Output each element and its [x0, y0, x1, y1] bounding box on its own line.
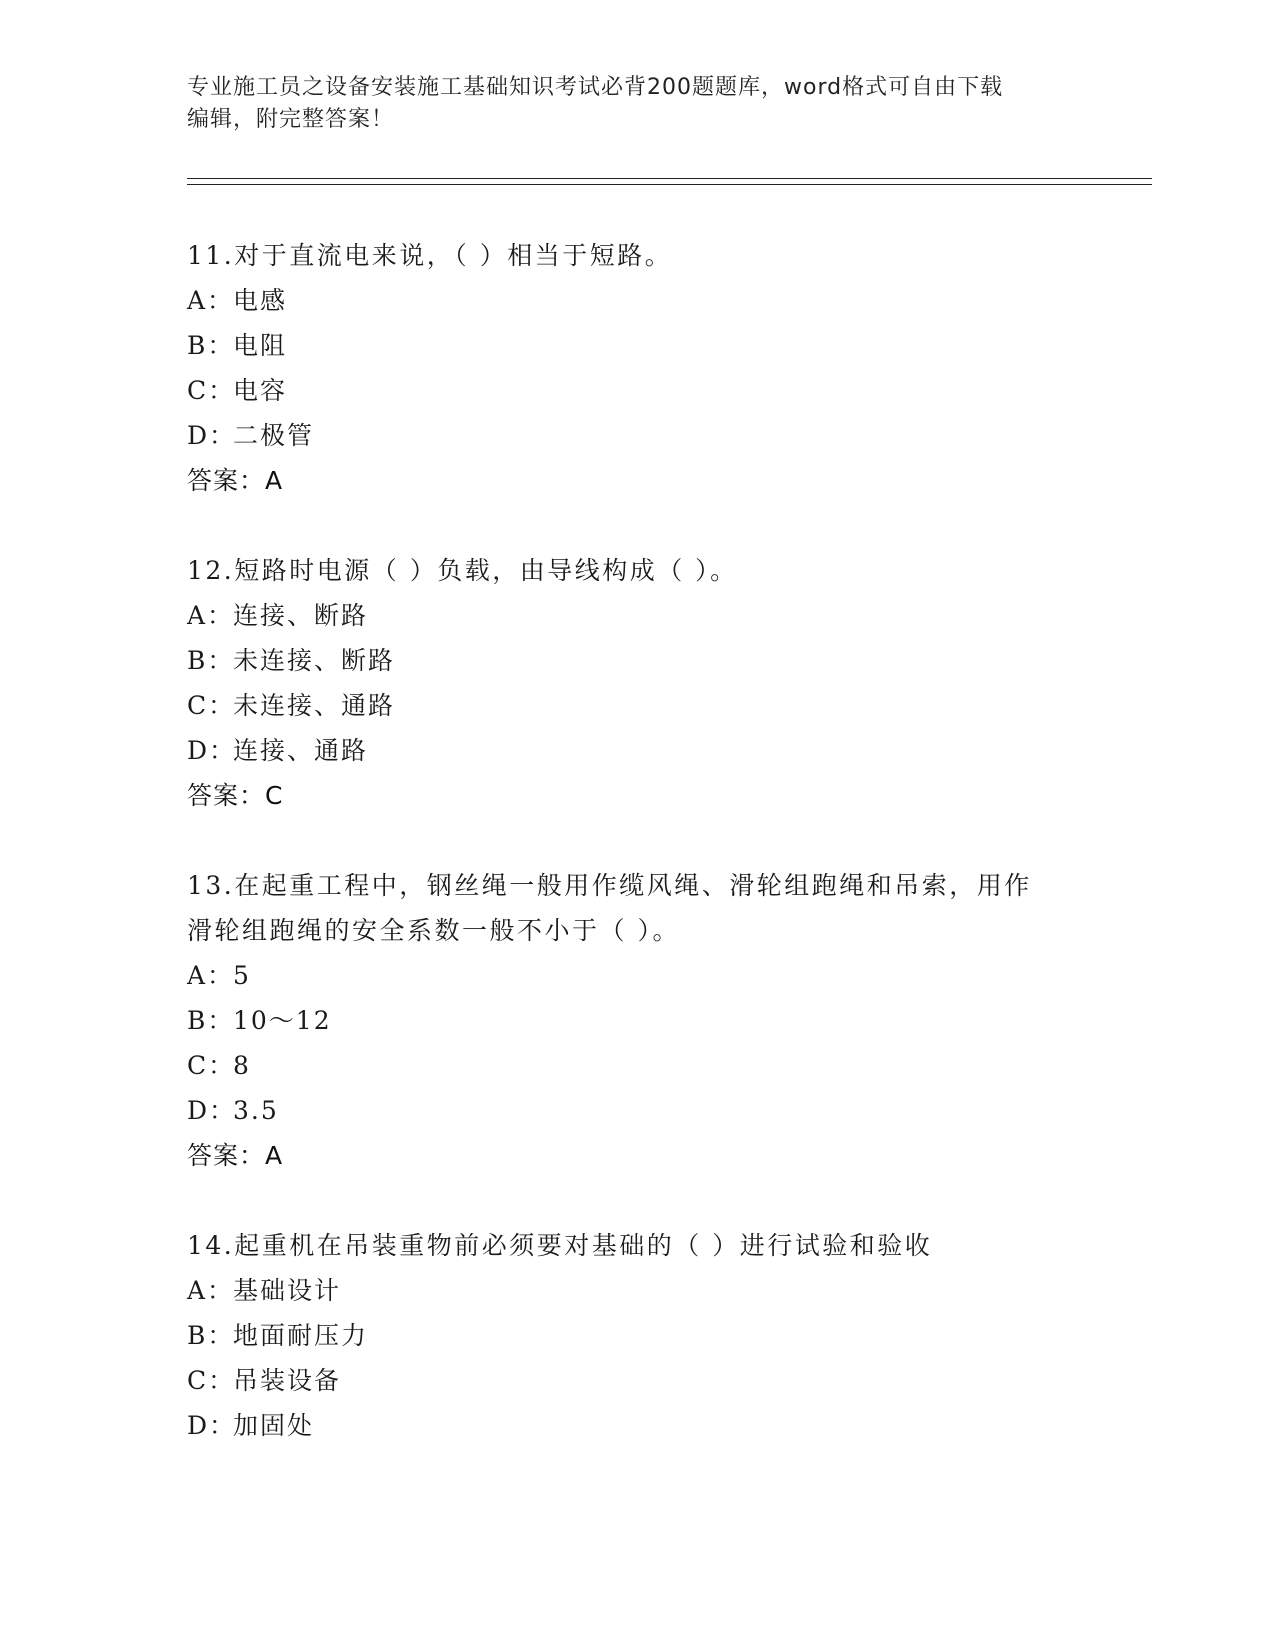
- option-text: 二极管: [233, 421, 315, 450]
- option-key: B：: [187, 1321, 235, 1350]
- option-b: [187, 998, 1087, 1043]
- option-key: C：: [187, 1051, 236, 1080]
- option-key: A：: [187, 601, 235, 630]
- option-a: [187, 593, 1087, 638]
- answer-line: 答案：A: [187, 1141, 284, 1170]
- header-line-2: 编辑，附完整答案！: [187, 107, 395, 132]
- option-d: [187, 728, 1087, 773]
- question-stem: 14.起重机在吊装重物前必须要对基础的（ ）进行试验和验收: [187, 1231, 933, 1260]
- option-c: [187, 683, 1087, 728]
- option-d: [187, 1403, 1087, 1448]
- question-12: [187, 548, 1087, 819]
- option-key: D：: [187, 1096, 237, 1125]
- page-header: [187, 72, 1087, 136]
- question-list: [187, 233, 1087, 1492]
- option-key: C：: [187, 376, 236, 405]
- answer-line: 答案：C: [187, 781, 284, 810]
- option-b: [187, 638, 1087, 683]
- option-text: 未连接、断路: [233, 646, 396, 675]
- question-stem-continued: 滑轮组跑绳的安全系数一般不小于（ ）。: [187, 916, 680, 945]
- option-key: B：: [187, 646, 235, 675]
- option-c: [187, 368, 1087, 413]
- option-d: [187, 1088, 1087, 1133]
- option-key: C：: [187, 1366, 236, 1395]
- answer-line: 答案：A: [187, 466, 284, 495]
- option-text: 10～12: [233, 1006, 332, 1035]
- option-key: B：: [187, 331, 235, 360]
- option-text: 连接、通路: [233, 736, 369, 765]
- option-b: [187, 1313, 1087, 1358]
- option-key: B：: [187, 1006, 235, 1035]
- question-stem: 12.短路时电源（ ）负载，由导线构成（ ）。: [187, 556, 738, 585]
- question-13: [187, 863, 1087, 1179]
- question-stem: 11.对于直流电来说，（ ）相当于短路。: [187, 241, 673, 270]
- option-text: 电容: [233, 376, 288, 405]
- question-11: [187, 233, 1087, 504]
- option-text: 3.5: [233, 1096, 279, 1125]
- option-text: 未连接、通路: [233, 691, 396, 720]
- option-a: [187, 278, 1087, 323]
- question-14: [187, 1223, 1087, 1448]
- option-c: [187, 1358, 1087, 1403]
- question-stem: 13.在起重工程中，钢丝绳一般用作缆风绳、滑轮组跑绳和吊索，用作: [187, 871, 1032, 900]
- option-key: C：: [187, 691, 236, 720]
- option-text: 8: [233, 1051, 251, 1080]
- option-text: 地面耐压力: [233, 1321, 369, 1350]
- option-d: [187, 413, 1087, 458]
- option-key: A：: [187, 1276, 235, 1305]
- header-line-1: 专业施工员之设备安装施工基础知识考试必背200题题库，word格式可自由下载: [187, 75, 1004, 100]
- option-text: 吊装设备: [233, 1366, 342, 1395]
- option-a: [187, 953, 1087, 998]
- option-text: 电阻: [233, 331, 288, 360]
- option-text: 电感: [233, 286, 288, 315]
- header-divider: [187, 178, 1152, 185]
- option-a: [187, 1268, 1087, 1313]
- option-b: [187, 323, 1087, 368]
- option-key: D：: [187, 1411, 237, 1440]
- option-text: 加固处: [233, 1411, 315, 1440]
- option-key: A：: [187, 961, 235, 990]
- option-text: 5: [233, 961, 251, 990]
- option-text: 连接、断路: [233, 601, 369, 630]
- option-key: A：: [187, 286, 235, 315]
- option-key: D：: [187, 736, 237, 765]
- option-c: [187, 1043, 1087, 1088]
- option-text: 基础设计: [233, 1276, 342, 1305]
- option-key: D：: [187, 421, 237, 450]
